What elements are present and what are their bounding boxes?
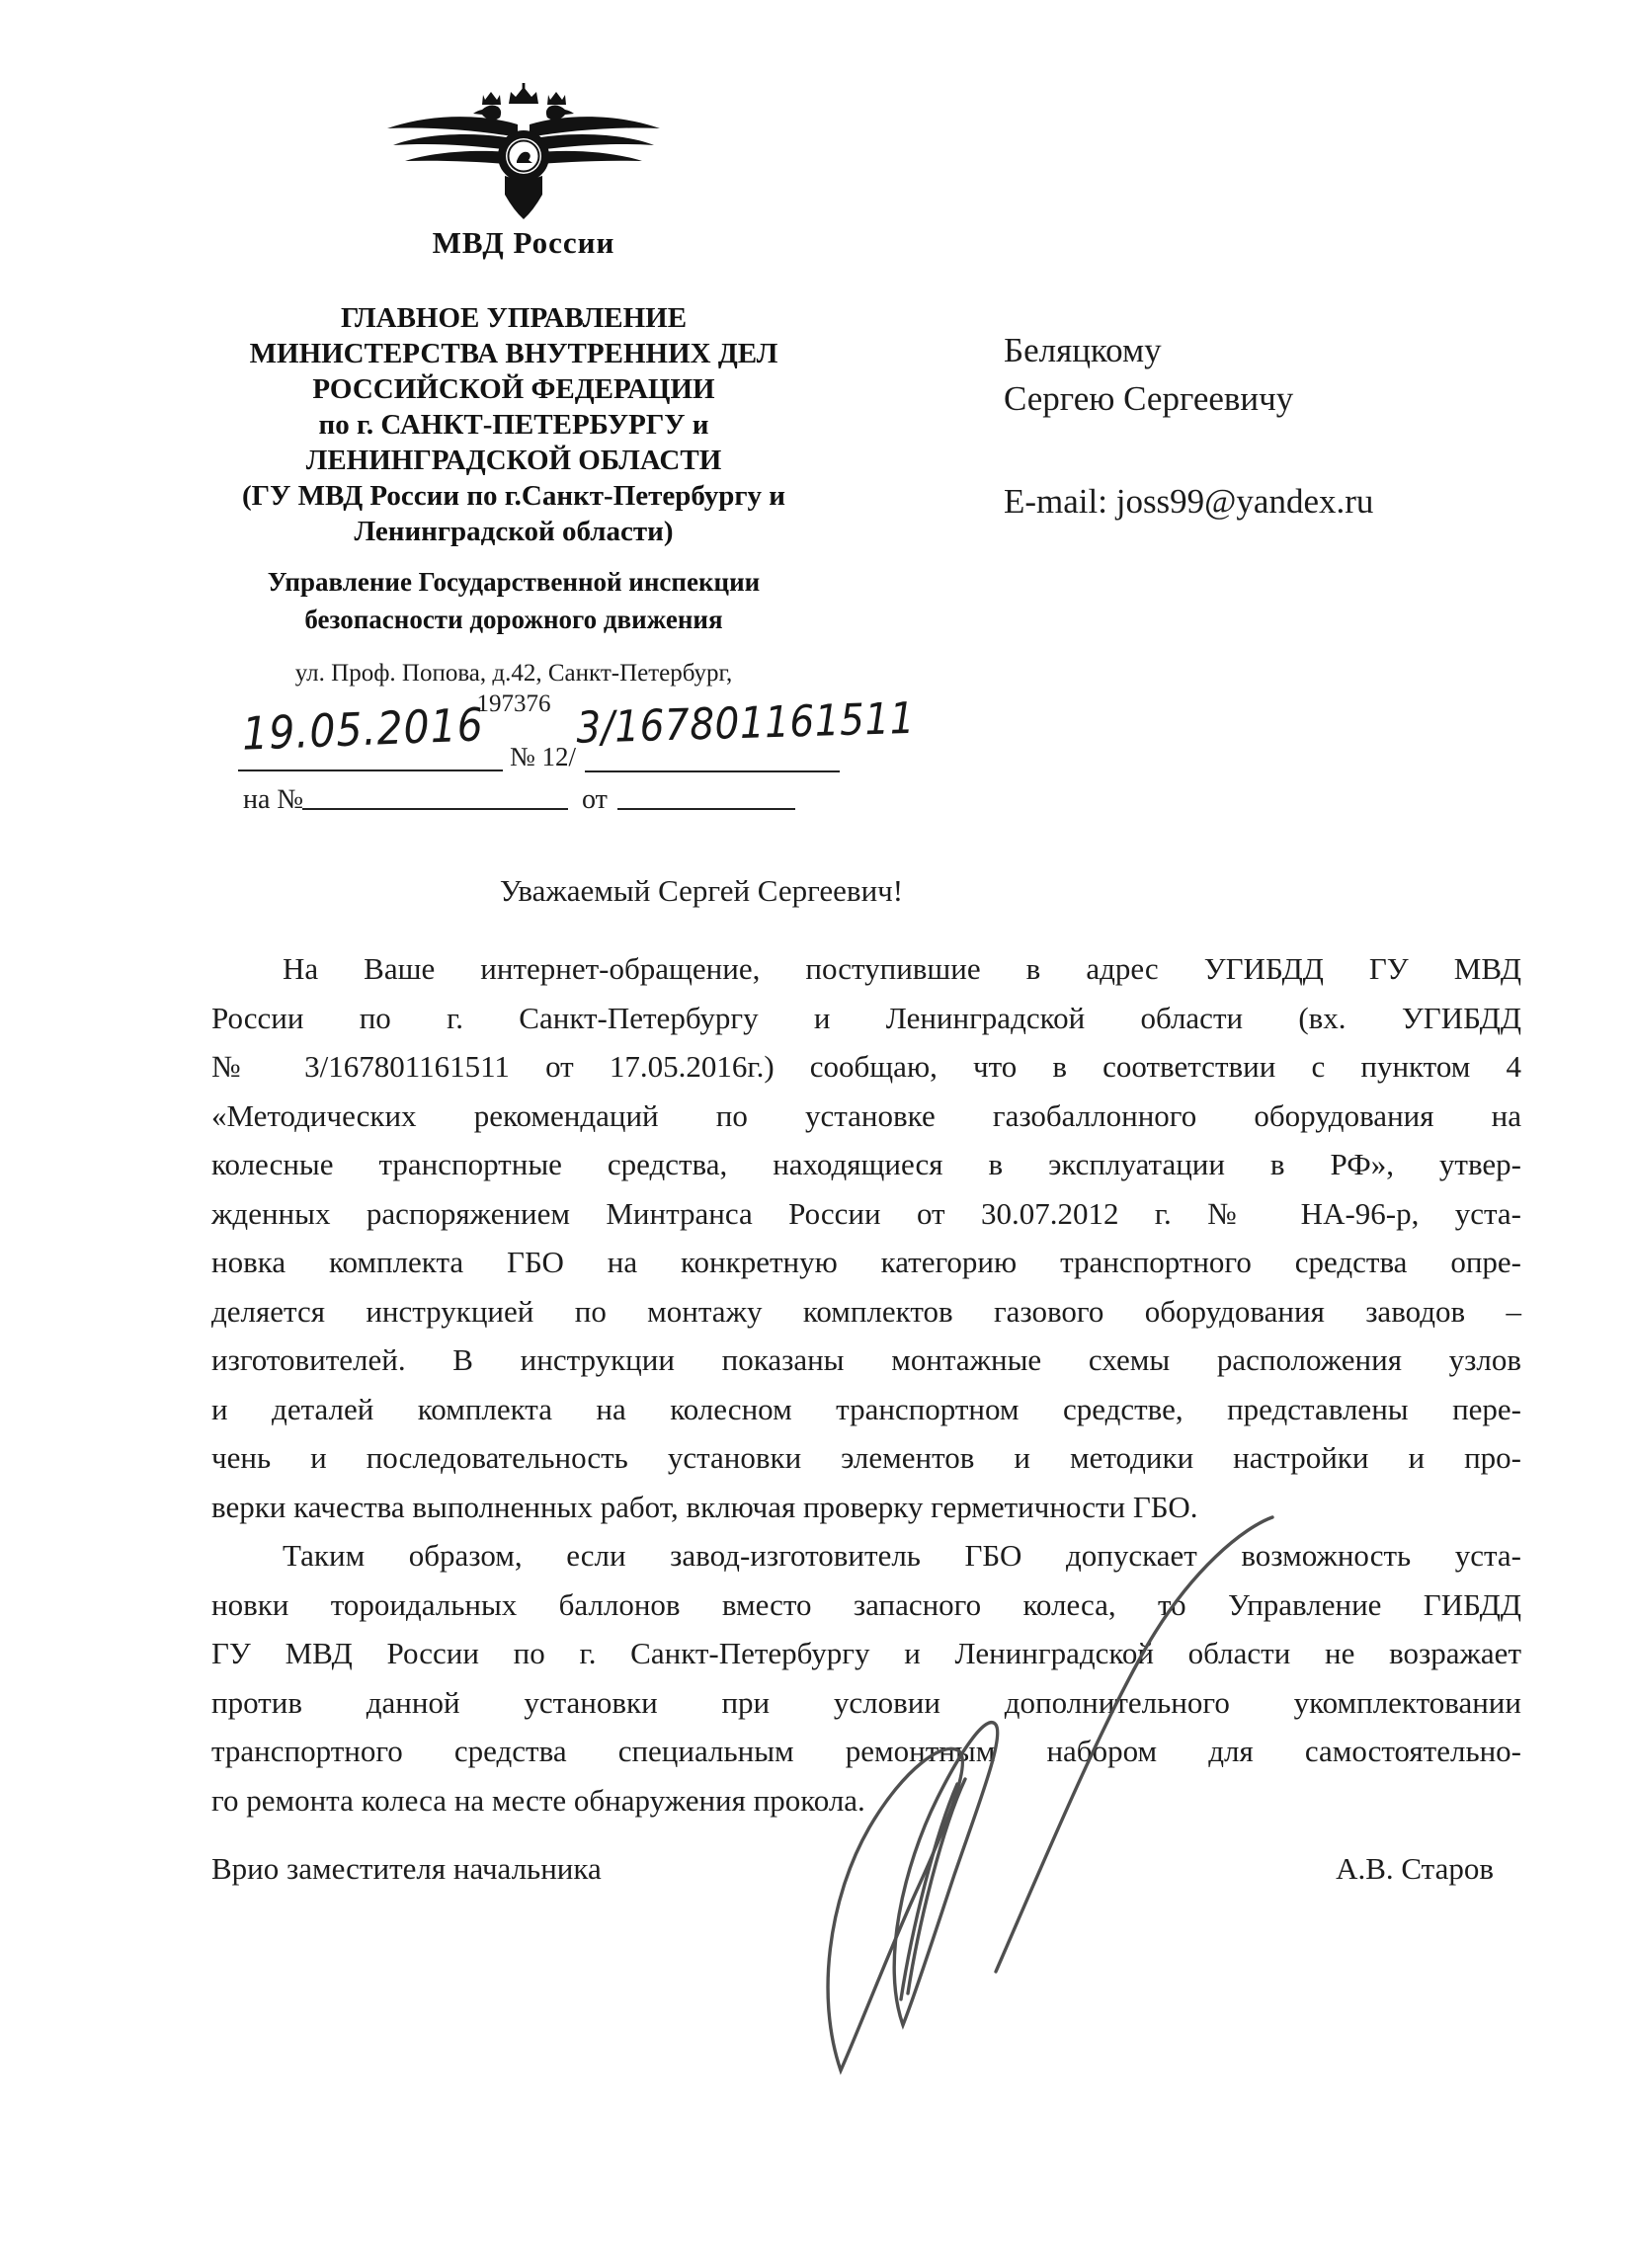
reply-from-label: от: [582, 784, 608, 815]
text-line: ул. Проф. Попова, д.42, Санкт-Петербург,: [294, 660, 733, 687]
handwritten-signature-icon: [808, 1499, 1302, 2092]
text-line: новка комплекта ГБО на конкретную категорию транспортного средства опре-: [211, 1245, 1521, 1279]
text-line: 197376: [476, 690, 551, 717]
text-line: МИНИСТЕРСТВА ВНУТРЕННИХ ДЕЛ: [249, 338, 778, 369]
text-line: № 3/167801161511 от 17.05.2016г.) сообщаю, что в соответствии с пунктом 4: [211, 1049, 1521, 1084]
body-paragraph-1: [211, 944, 1521, 1531]
text-line: ЛЕНИНГРАДСКОЙ ОБЛАСТИ: [305, 445, 722, 476]
number-underline: [585, 770, 840, 772]
signoff-position-title: Врио заместителя начальника: [211, 1851, 602, 1886]
recipient-block: [1004, 326, 1293, 423]
text-line: РОССИЙСКОЙ ФЕДЕРАЦИИ: [312, 373, 715, 405]
text-line: безопасности дорожного движения: [304, 605, 723, 634]
text-line: чень и последовательность установки элементов и методики настройки и про-: [211, 1440, 1521, 1475]
letterhead-division-block: [207, 563, 820, 638]
text-line: Таким образом, если завод-изготовитель ГБО допускает возможность уста-: [283, 1538, 1521, 1573]
date-underline: [238, 770, 503, 771]
text-line: деляется инструкцией по монтажу комплектов газового оборудования заводов –: [211, 1293, 1521, 1329]
text-line: верки качества выполненных работ, включая проверку герметичности ГБО.: [211, 1489, 1198, 1524]
emblem-caption: МВД России: [432, 225, 615, 260]
reply-number-blank-line: [302, 808, 568, 810]
text-line: На Ваше интернет-обращение, поступившие в адрес УГИБДД ГУ МВД: [283, 951, 1521, 986]
recipient-name-line2: Сергею Сергеевичу: [1004, 379, 1294, 418]
text-line: жденных распоряжением Минтранса России от 30.07.2012 г. № НА-96-р, уста-: [211, 1195, 1521, 1231]
letterhead-org-block: [207, 300, 820, 549]
recipient-email: E-mail: joss99@yandex.ru: [1004, 482, 1374, 521]
text-line: и деталей комплекта на колесном транспортном средстве, представлены пере-: [211, 1391, 1521, 1426]
text-line: ГУ МВД России по г. Санкт-Петербургу и Ленинградской области не возражает: [211, 1636, 1521, 1670]
salutation: Уважаемый Сергей Сергеевич!: [499, 873, 904, 908]
text-line: транспортного средства специальным ремонтным набором для самостоятельно-: [211, 1734, 1521, 1768]
handwritten-date: 19.05.2016: [241, 697, 485, 761]
reply-to-number-label: на №: [243, 784, 304, 815]
text-line: против данной установки при условии дополнительного укомплектовании: [211, 1684, 1521, 1720]
recipient-name-line1: Беляцкому: [1004, 331, 1162, 369]
text-line: новки тороидальных баллонов вместо запасного колеса, то Управление ГИБДД: [211, 1586, 1521, 1622]
document-number-prefix: № 12/: [510, 742, 577, 771]
text-line: Ленинградской области): [354, 516, 674, 547]
text-line: го ремонта колеса на месте обнаружения прокола.: [211, 1782, 865, 1818]
text-line: колесные транспортные средства, находящиеся в эксплуатации в РФ», утвер-: [211, 1147, 1521, 1181]
text-line: Управление Государственной инспекции: [267, 567, 761, 597]
reply-date-blank-line: [617, 808, 795, 810]
text-line: ГЛАВНОЕ УПРАВЛЕНИЕ: [340, 302, 688, 334]
mvd-double-eagle-emblem-icon: [383, 83, 664, 223]
handwritten-document-number: 3/167801161511: [575, 693, 916, 754]
text-line: «Методических рекомендаций по установке газобаллонного оборудования на: [211, 1097, 1521, 1133]
text-line: (ГУ МВД России по г.Санкт-Петербургу и: [241, 480, 786, 512]
signoff-name: А.В. Старов: [1336, 1851, 1494, 1886]
text-line: по г. САНКТ-ПЕТЕРБУРГУ и: [318, 409, 709, 441]
text-line: изготовителей. В инструкции показаны монтажные схемы расположения узлов: [211, 1342, 1521, 1377]
text-line: России по г. Санкт-Петербургу и Ленинградской области (вх. УГИБДД: [211, 1000, 1521, 1035]
